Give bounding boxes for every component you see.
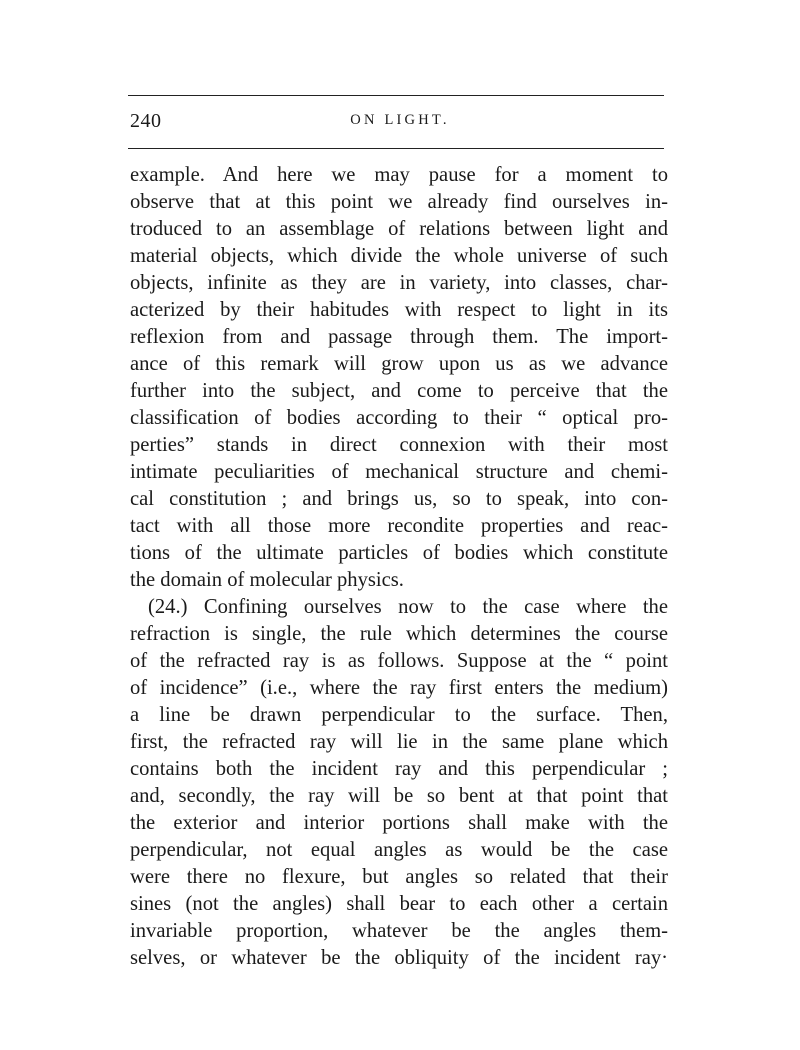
text-line: cal constitution ; and brings us, so to speak, into con- xyxy=(130,488,668,510)
text-line: acterized by their habitudes with respect to light in its xyxy=(130,299,668,321)
text-line: material objects, which divide the whole universe of such xyxy=(130,245,668,267)
text-line: perpendicular, not equal angles as would be the case xyxy=(130,839,668,861)
body-text xyxy=(130,162,668,972)
text-line: observe that at this point we already find ourselves in- xyxy=(130,191,668,213)
text-line: (24.) Confining ourselves now to the case where the xyxy=(148,596,668,618)
text-line: of the refracted ray is as follows. Suppose at the “ point xyxy=(130,650,668,672)
text-line: example. And here we may pause for a moment to xyxy=(130,164,668,186)
text-line: first, the refracted ray will lie in the same plane which xyxy=(130,731,668,753)
text-line: objects, infinite as they are in variety, into classes, char- xyxy=(130,272,668,294)
text-line: the exterior and interior portions shall make with the xyxy=(130,812,668,834)
text-line: invariable proportion, whatever be the angles them- xyxy=(130,920,668,942)
text-line: sines (not the angles) shall bear to each other a certain xyxy=(130,893,668,915)
text-line: troduced to an assemblage of relations between light and xyxy=(130,218,668,240)
text-line: intimate peculiarities of mechanical structure and chemi- xyxy=(130,461,668,483)
page-number: 240 xyxy=(130,110,162,132)
text-line: further into the subject, and come to perceive that the xyxy=(130,380,668,402)
text-line: and, secondly, the ray will be so bent at that point that xyxy=(130,785,668,807)
header-rule-bottom xyxy=(128,148,664,149)
text-line: tact with all those more recondite properties and reac- xyxy=(130,515,668,537)
text-line: were there no flexure, but angles so related that their xyxy=(130,866,668,888)
text-line: tions of the ultimate particles of bodies which constitute xyxy=(130,542,668,564)
text-line: ance of this remark will grow upon us as we advance xyxy=(130,353,668,375)
text-line: of incidence” (i.e., where the ray first enters the medium) xyxy=(130,677,668,699)
text-line: a line be drawn perpendicular to the surface. Then, xyxy=(130,704,668,726)
text-line: perties” stands in direct connexion with their most xyxy=(130,434,668,456)
text-line: classification of bodies according to their “ optical pro- xyxy=(130,407,668,429)
running-head: ON LIGHT. xyxy=(350,112,450,128)
text-line: contains both the incident ray and this perpendicular ; xyxy=(130,758,668,780)
text-line: refraction is single, the rule which determines the course xyxy=(130,623,668,645)
header-rule-top xyxy=(128,95,664,96)
text-line: reflexion from and passage through them. The import- xyxy=(130,326,668,348)
text-line: the domain of molecular physics. xyxy=(130,569,404,591)
text-line: selves, or whatever be the obliquity of the incident ray· xyxy=(130,947,668,969)
